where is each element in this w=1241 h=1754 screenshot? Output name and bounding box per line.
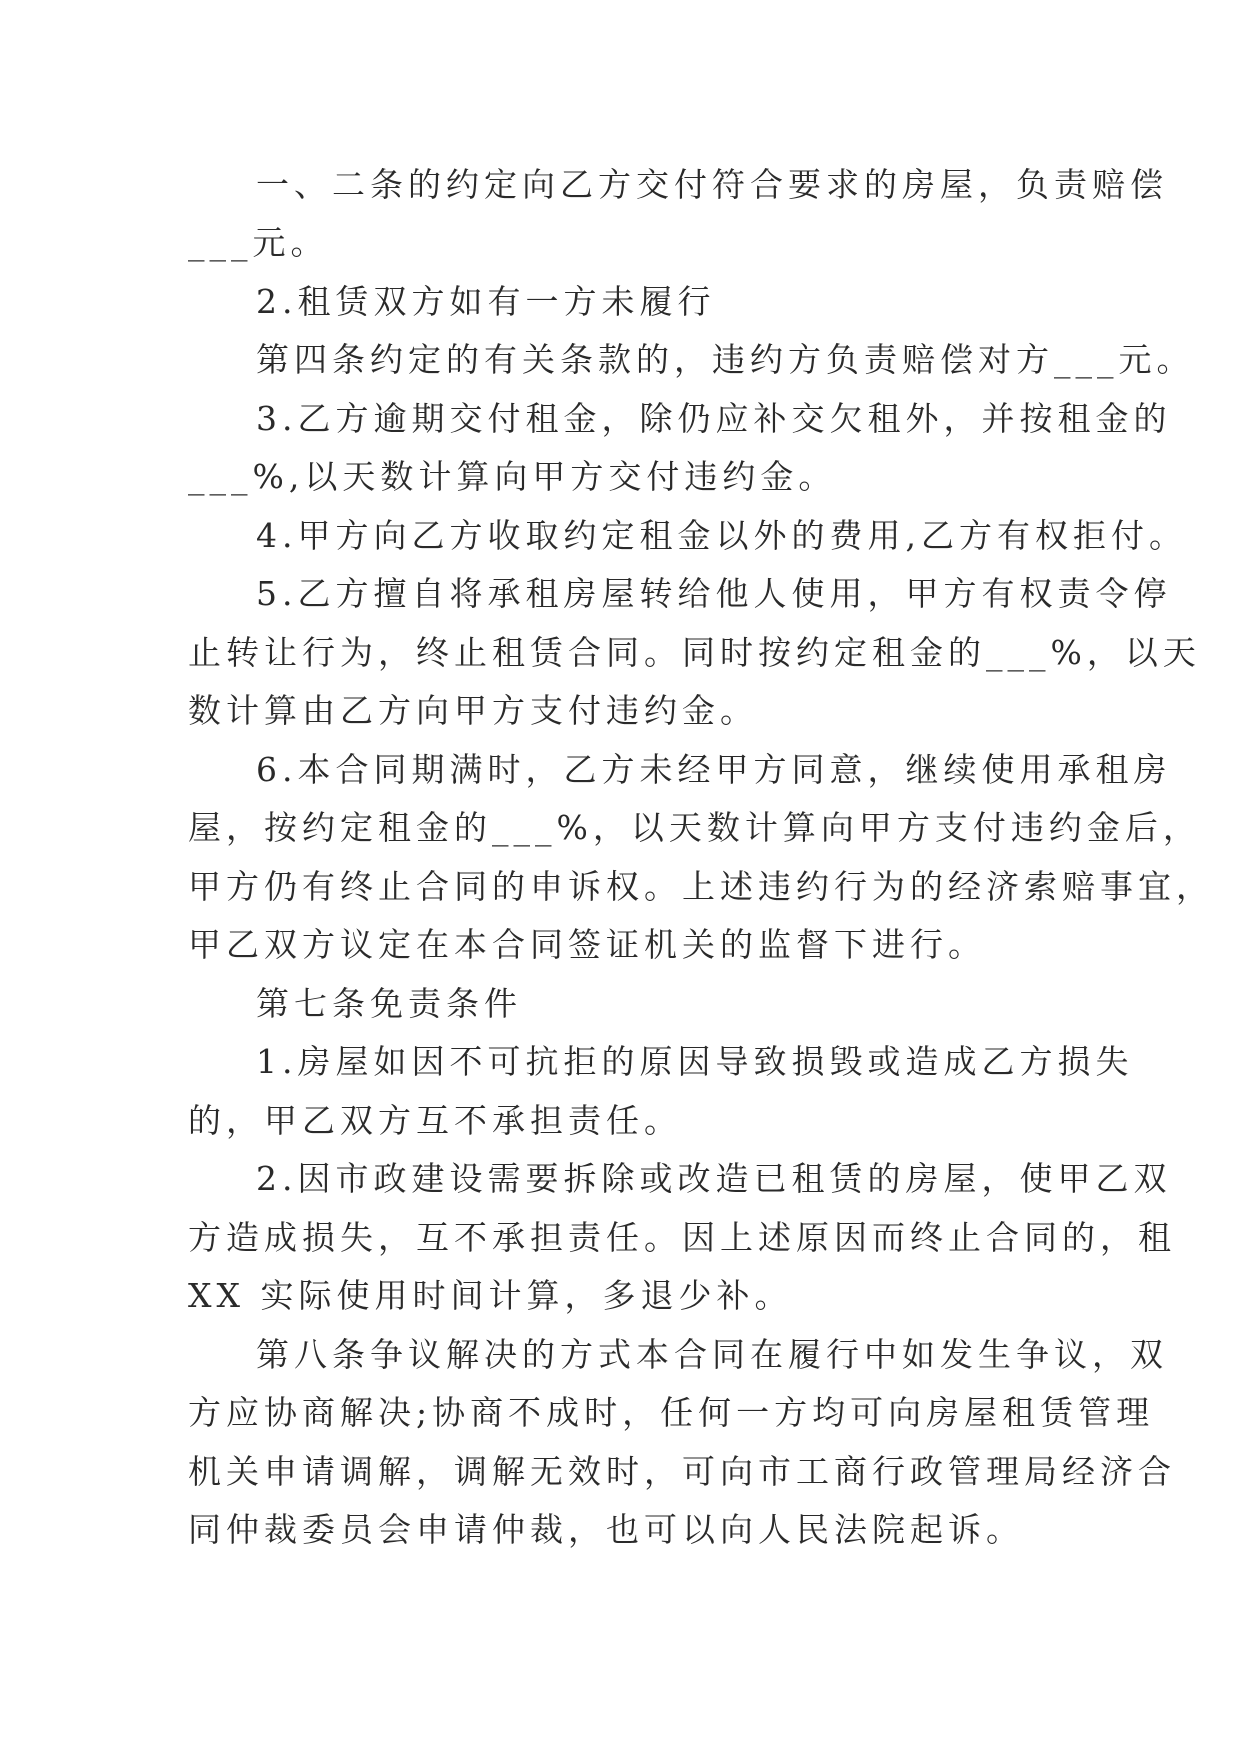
text-line: 屋，按约定租金的___%，以天数计算向甲方支付违约金后，: [188, 808, 1201, 847]
text-line: XX 实际使用时间计算，多退少补。: [188, 1276, 793, 1315]
text-line: 方应协商解决;协商不成时，任何一方均可向房屋租赁管理: [188, 1393, 1155, 1432]
text-line: 1.房屋如因不可抗拒的原因导致损毁或造成乙方损失: [256, 1042, 1134, 1081]
text-line: 机关申请调解，调解无效时，可向市工商行政管理局经济合: [188, 1452, 1176, 1491]
section-heading: 第七条免责条件: [256, 984, 522, 1023]
text-line: 数计算由乙方向甲方支付违约金。: [188, 691, 758, 730]
text-line: ___%,以天数计算向甲方交付违约金。: [188, 457, 837, 496]
text-line: 第八条争议解决的方式本合同在履行中如发生争议，双: [256, 1335, 1168, 1374]
text-line: 同仲裁委员会申请仲裁，也可以向人民法院起诉。: [188, 1510, 1024, 1549]
text-line: 6.本合同期满时，乙方未经甲方同意，继续使用承租房: [256, 750, 1172, 789]
text-line: 甲乙双方议定在本合同签证机关的监督下进行。: [188, 925, 986, 964]
text-line: ___元。: [188, 223, 329, 262]
text-line: 甲方仍有终止合同的申诉权。上述违约行为的经济索赔事宜，: [188, 867, 1214, 906]
text-line: 止转让行为，终止租赁合同。同时按约定租金的___%，以天: [188, 633, 1201, 672]
text-line: 2.租赁双方如有一方未履行: [256, 282, 716, 321]
text-line: 5.乙方擅自将承租房屋转给他人使用，甲方有权责令停: [256, 574, 1172, 613]
text-line: 的，甲乙双方互不承担责任。: [188, 1101, 682, 1140]
text-line: 2.因市政建设需要拆除或改造已租赁的房屋，使甲乙双: [256, 1159, 1172, 1198]
text-line: 第四条约定的有关条款的，违约方负责赔偿对方___元。: [256, 340, 1195, 379]
text-line: 方造成损失，互不承担责任。因上述原因而终止合同的，租: [188, 1218, 1176, 1257]
text-line: 3.乙方逾期交付租金，除仍应补交欠租外，并按租金的: [256, 399, 1172, 438]
text-line: 一、二条的约定向乙方交付符合要求的房屋，负责赔偿: [256, 165, 1168, 204]
text-line: 4.甲方向乙方收取约定租金以外的费用,乙方有权拒付。: [256, 516, 1187, 555]
